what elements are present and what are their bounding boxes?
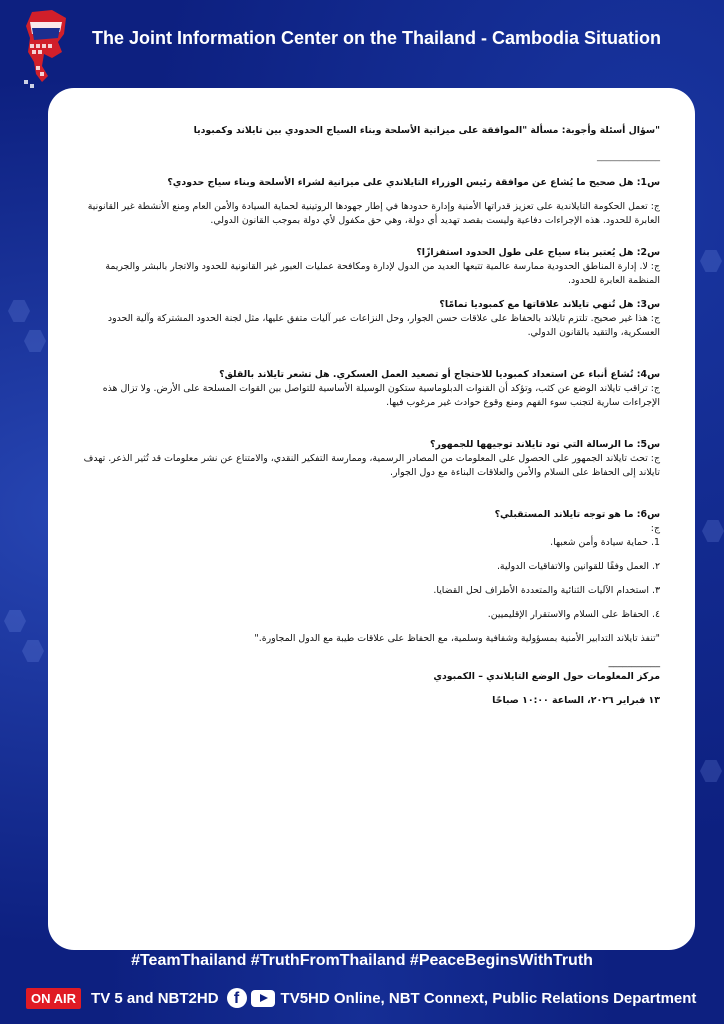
answer-1: ج: تعمل الحكومة التايلاندية على تعزيز قدراتها الأمنية وإدارة حدودها في إطار جهودها الروتينية لحماية السيادة والأمن العام ومنع الأنشطة غير القانونية العابرة للحدود. هذه الإجراءات دفاعية وليست بقصد تهديد أي دولة، وهي حق مكفول لأي دولة بموجب القانون الدولي. xyxy=(87,201,660,226)
answer-5: ج: تحث تايلاند الجمهور على الحصول على المعلومات من المصادر الرسمية، وممارسة التفكير النقدي، والامتناع عن نشر معلومات قد تُثير الذعر. تهدف تايلاند إلى الحفاظ على السلام والأمن والعلاقات البناءة مع دول الجوار. xyxy=(83,453,660,478)
signature: مركز المعلومات حول الوضع التايلاندي – الكمبودي xyxy=(433,671,660,682)
document-intro: "سؤال أسئلة وأجوبة: مسألة "الموافقة على ميزانية الأسلحة وبناء السياج الحدودي بين تايلاند وكمبوديا xyxy=(193,125,660,136)
online-channels-text: TV5HD Online, NBT Connext, Public Relations Department xyxy=(280,989,697,1007)
social-icons xyxy=(227,988,275,1008)
list-item: ٤. الحفاظ على السلام والاستقرار الإقليميين. xyxy=(487,609,660,620)
answer-3: ج: هذا غير صحيح. تلتزم تايلاند بالحفاظ على علاقات حسن الجوار، وحل النزاعات عبر آليات متفق عليها، مثل لجنة الحدود المشتركة وآلية الحدود العسكرية، والتقيد بالقانون الدولي. xyxy=(107,313,660,338)
question-1: س1: هل صحيح ما يُشاع عن موافقة رئيس الوزراء التايلاندي على ميزانية لشراء الأسلحة وبناء سياج حدودي؟ xyxy=(167,177,660,188)
question-2: س2: هل يُعتبر بناء سياج على طول الحدود استفزازًا؟ xyxy=(416,247,660,258)
page-title: The Joint Information Center on the Thailand - Cambodia Situation xyxy=(92,28,662,48)
youtube-icon[interactable] xyxy=(251,990,275,1007)
broadcast-footer xyxy=(26,985,696,1011)
list-item: ٢. العمل وفقًا للقوانين والاتفاقيات الدولية. xyxy=(496,561,660,572)
answer-2: ج: لا. إدارة المناطق الحدودية ممارسة عالمية تتبعها العديد من الدول لإدارة ومكافحة عمليات العبور غير القانونية للحدود والاتجار بالبشر والجريمة المنظمة العابرة للحدود. xyxy=(105,261,660,286)
question-6: س6: ما هو توجه تايلاند المستقبلي؟ xyxy=(494,509,660,520)
hashtags: #TeamThailand #TruthFromThailand #PeaceBeginsWithTruth xyxy=(131,952,593,969)
signature-separator: ___________ xyxy=(608,657,660,668)
list-item: 1. حماية سيادة وأمن شعبها. xyxy=(550,537,660,548)
question-5: س5: ما الرسالة التي تود تايلاند توجيهها للجمهور؟ xyxy=(430,439,660,450)
facebook-icon[interactable]: f xyxy=(227,988,247,1008)
on-air-badge: ON AIR xyxy=(26,988,81,1009)
separator: ______________ xyxy=(597,152,660,162)
answer-6-prefix: ج: xyxy=(650,523,660,534)
channels-text: TV 5 and NBT2HD xyxy=(91,989,219,1007)
list-item: "تنفذ تايلاند التدابير الأمنية بمسؤولية وشفافية وسلمية، مع الحفاظ على علاقات طيبة مع الدول المجاورة." xyxy=(254,633,660,644)
thailand-map-logo xyxy=(22,8,74,92)
question-4: س4: تُشاع أنباء عن استعداد كمبوديا للاحتجاج أو تصعيد العمل العسكري. هل تشعر تايلاند بالقلق؟ xyxy=(219,369,660,380)
list-item: ٣. استخدام الآليات الثنائية والمتعددة الأطراف لحل القضايا. xyxy=(433,585,660,596)
date-line: ١٣ فبراير ٢٠٢٦، الساعة ١٠:٠٠ صباحًا xyxy=(492,695,660,706)
answer-4: ج: تراقب تايلاند الوضع عن كثب، وتؤكد أن القنوات الدبلوماسية ستكون الوسيلة الأساسية للتواصل بين القوات المسلحة على الأرض. ولا تزال هذه الإجراءات سارية لتجنب سوء الفهم ومنع وقوع حوادث غير مرغوب فيها. xyxy=(102,383,660,408)
document-content xyxy=(76,124,660,708)
question-3: س3: هل تُنهي تايلاند علاقاتها مع كمبوديا تمامًا؟ xyxy=(439,299,660,310)
